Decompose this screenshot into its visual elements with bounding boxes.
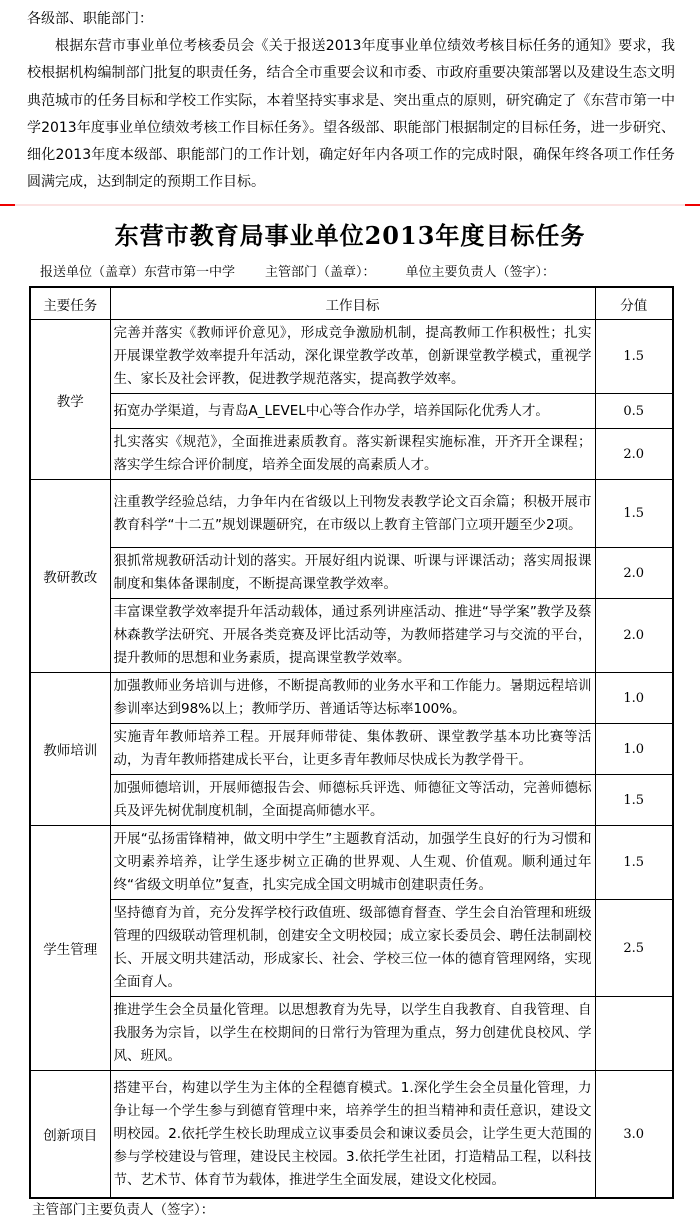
- table-row: [30, 673, 673, 724]
- score-value: 1.5: [595, 320, 673, 394]
- score-value: 1.5: [595, 480, 673, 548]
- supervisor-signature: 主管部门主要负责人（签字）：: [32, 1201, 215, 1218]
- separator-line: [0, 204, 700, 206]
- score-value: 1.0: [595, 673, 673, 724]
- table-row: [30, 394, 673, 429]
- table-row: [30, 429, 673, 480]
- target-task-table: [29, 286, 674, 1199]
- unit-head-signature: 单位主要负责人（签字）：: [405, 265, 556, 281]
- task-category: 教师培训: [30, 673, 110, 826]
- work-goal: 开展“弘扬雷锋精神，做文明中学生”主题教育活动，加强学生良好的行为习惯和文明素养培养，让学生逐步树立正确的世界观、人生观、价值观。顺利通过年终“省级文明单位”复查，扎实完成全国文明城市创建职责任务。: [110, 826, 595, 900]
- work-goal: 推进学生会全员量化管理。以思想教育为先导，以学生自我教育、自我管理、自我服务为宗旨，以学生在校期间的日常行为管理为重点，努力创建优良校风、学风、班风。: [110, 997, 595, 1071]
- score-value: 1.5: [595, 826, 673, 900]
- work-goal: 扎实落实《规范》，全面推进素质教育。落实新课程实施标准，开齐开全课程；落实学生综合评价制度，培养全面发展的高素质人才。: [110, 429, 595, 480]
- work-goal: 加强师德培训，开展师德报告会、师德标兵评选、师德征文等活动，完善师德标兵及评先树优制度机制，全面提高师德水平。: [110, 775, 595, 826]
- score-value: 1.5: [595, 775, 673, 826]
- table-row: [30, 599, 673, 673]
- score-value: 3.0: [595, 1071, 673, 1198]
- header-main-task: 主要任务: [30, 287, 110, 320]
- work-goal: 狠抓常规教研活动计划的落实。开展好组内说课、听课与评课活动；落实周报课制度和集体备课制度，不断提高课堂教学效率。: [110, 548, 595, 599]
- intro-letter: [27, 0, 675, 196]
- table-row: [30, 320, 673, 394]
- score-value: 2.0: [595, 429, 673, 480]
- submitting-unit: 报送单位（盖章）东营市第一中学: [40, 265, 236, 281]
- table-row: [30, 480, 673, 548]
- score-value: 2.5: [595, 900, 673, 997]
- table-row: [30, 1071, 673, 1198]
- work-goal: 搭建平台，构建以学生为主体的全程德育模式。1.深化学生会全员量化管理，力争让每一个学生参与到德育管理中来，培养学生的担当精神和责任意识，建设文明校园。2.依托学生校长助理成立议事委员会和谏议委员会，让学生更大范围的参与学校建设与管理，建设民主校园。3.依托学生社团，打造精品工程，以科技节、艺术节、体育节为载体，推进学生全面发展，建设文化校园。: [110, 1071, 595, 1198]
- work-goal: 丰富课堂教学效率提升年活动载体，通过系列讲座活动、推进“导学案”教学及蔡林森教学法研究、开展各类竞赛及评比活动等，为教师搭建学习与交流的平台，提升教师的思想和业务素质，提高课堂教学效率。: [110, 599, 595, 673]
- score-value: 2.0: [595, 599, 673, 673]
- intro-paragraph: 根据东营市事业单位考核委员会《关于报送2013年度事业单位绩效考核目标任务的通知》要求，我校根据机构编制部门批复的职责任务，结合全市重要会议和市委、市政府重要决策部署以及建设生态文明典范城市的任务目标和学校工作实际，本着坚持实事求是、突出重点的原则，研究确定了《东营市第一中学2013年度事业单位绩效考核工作目标任务》。望各级部、职能部门根据制定的目标任务，进一步研究、细化2013年度本级部、职能部门的工作计划，确定好年内各项工作的完成时限，确保年终各项工作任务圆满完成，达到制定的预期工作目标。: [27, 38, 675, 191]
- header-work-goal: 工作目标: [110, 287, 595, 320]
- task-category: 创新项目: [30, 1071, 110, 1198]
- score-value: [595, 997, 673, 1071]
- document-title: 东营市教育局事业单位2013年度目标任务: [114, 221, 586, 251]
- task-category: 学生管理: [30, 826, 110, 1071]
- supervising-dept: 主管部门（盖章）：: [265, 265, 376, 281]
- table-row: [30, 826, 673, 900]
- score-value: 0.5: [595, 394, 673, 429]
- table-row: [30, 548, 673, 599]
- header-score: 分值: [595, 287, 673, 320]
- score-value: 2.0: [595, 548, 673, 599]
- table-row: [30, 724, 673, 775]
- table-header-row: [30, 287, 673, 320]
- score-value: 1.0: [595, 724, 673, 775]
- task-category: 教研教改: [30, 480, 110, 673]
- work-goal: 完善并落实《教师评价意见》，形成竞争激励机制，提高教师工作积极性；扎实开展课堂教学效率提升年活动，深化课堂教学改革，创新课堂教学模式，重视学生、家长及社会评教，促进教学规范落实，提高教学效率。: [110, 320, 595, 394]
- table-row: [30, 775, 673, 826]
- work-goal: 加强教师业务培训与进修，不断提高教师的业务水平和工作能力。暑期远程培训参训率达到98%以上；教师学历、普通话等达标率100%。: [110, 673, 595, 724]
- work-goal: 坚持德育为首，充分发挥学校行政值班、级部德育督查、学生会自治管理和班级管理的四级联动管理机制，创建安全文明校园；成立家长委员会、聘任法制副校长、开展文明共建活动，形成家长、社会、学校三位一体的德育管理网络，实现全面育人。: [110, 900, 595, 997]
- table-row: [30, 900, 673, 997]
- table-row: [30, 997, 673, 1071]
- task-category: 教学: [30, 320, 110, 480]
- work-goal: 拓宽办学渠道，与青岛A_LEVEL中心等合作办学，培养国际化优秀人才。: [110, 394, 595, 429]
- work-goal: 实施青年教师培养工程。开展拜师带徒、集体教研、课堂教学基本功比赛等活动，为青年教师搭建成长平台，让更多青年教师尽快成长为教学骨干。: [110, 724, 595, 775]
- submission-info: [40, 264, 680, 282]
- salutation: 各级部、职能部门：: [27, 11, 153, 27]
- work-goal: 注重教学经验总结，力争年内在省级以上刊物发表教学论文百余篇；积极开展市教育科学“十二五”规划课题研究，在市级以上教育主管部门立项开题至少2项。: [110, 480, 595, 548]
